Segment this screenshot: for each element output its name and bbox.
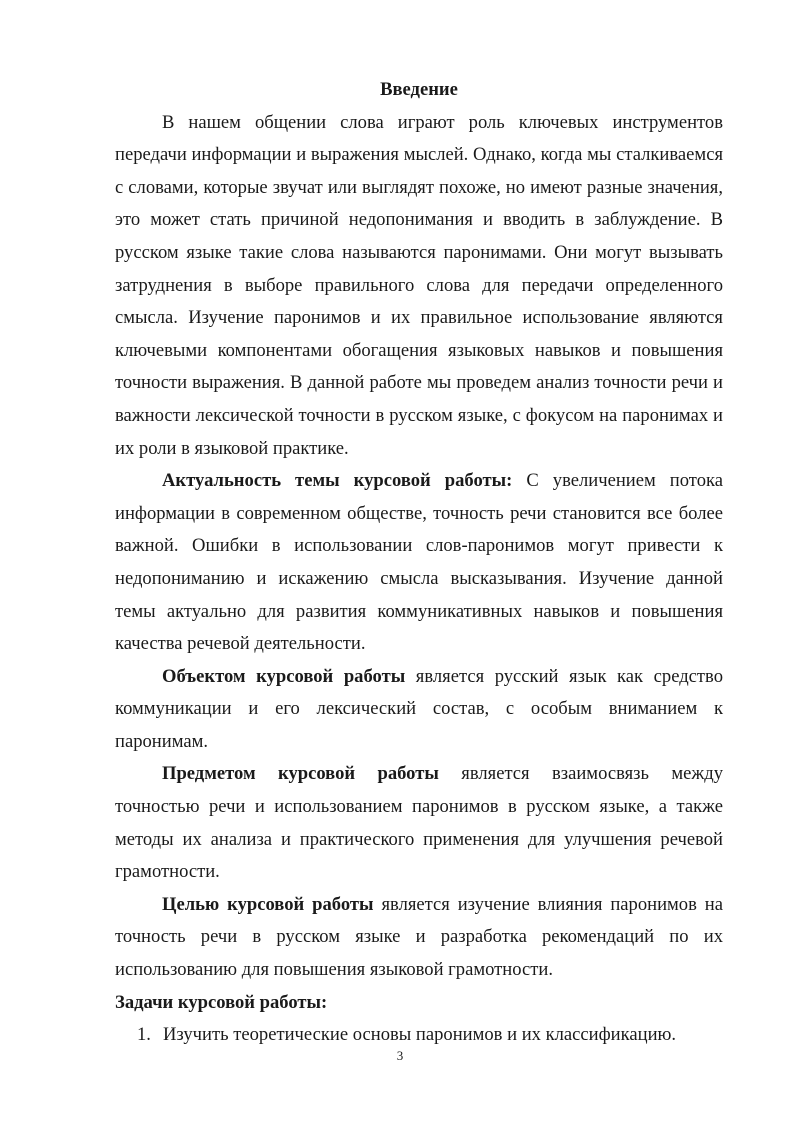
goal-paragraph: [115, 889, 723, 987]
relevance-label: Актуальность темы курсовой работы:: [162, 470, 513, 492]
page-title: Введение: [380, 79, 458, 100]
relevance-paragraph: [115, 465, 723, 661]
object-text: является русский язык как средство коммуникации и его лексический состав, с особым вниманием к паронимам.: [115, 665, 723, 752]
tasks-heading: Задачи курсовой работы:: [115, 991, 328, 1013]
tasks-list: [115, 1019, 723, 1052]
list-item: [115, 1019, 723, 1052]
document-page: [115, 74, 723, 1052]
goal-text: является изучение влияния паронимов на точность речи в русском языке и разработка рекомендаций по их использованию для повышения языковой грамотности.: [115, 893, 723, 981]
goal-label: Целью курсовой работы: [162, 893, 374, 915]
relevance-text: С увеличением потока информации в современном обществе, точность речи становится все более важной. Ошибки в использовании слов-паронимов могут привести к недопониманию и искажению смысла высказывания. Изучение данной темы актуально для развития коммуникативных навыков и повышения качества речевой деятельности.: [115, 470, 723, 655]
page-number: 3: [396, 1048, 404, 1063]
intro-paragraph: В нашем общении слова играют роль ключевых инструментов передачи информации и выражения мыслей. Однако, когда мы сталкиваемся с словами, которые звучат или выглядят похоже, но имеют разные значения, это может стать причиной недопонимания и вводить в заблуждение. В русском языке такие слова называются паронимами. Они могут вызывать затруднения в выборе правильного слова для передачи определенного смысла. Изучение паронимов и их правильное использование являются ключевыми компонентами обогащения языковых навыков и повышения точности выражения. В данной работе мы проведем анализ точности речи и важности лексической точности в русском языке, с фокусом на паронимах и их роли в языковой практике.: [115, 111, 723, 459]
list-item-number: 1.: [137, 1024, 151, 1046]
subject-paragraph: [115, 758, 723, 888]
object-label: Объектом курсовой работы: [162, 665, 406, 687]
subject-label: Предметом курсовой работы: [162, 763, 439, 785]
subject-text: является взаимосвязь между точностью речи и использованием паронимов в русском языке, а также методы их анализа и практического применения для улучшения речевой грамотности.: [115, 763, 723, 883]
list-item-text: Изучить теоретические основы паронимов и их классификацию.: [163, 1024, 677, 1046]
object-paragraph: [115, 661, 723, 759]
